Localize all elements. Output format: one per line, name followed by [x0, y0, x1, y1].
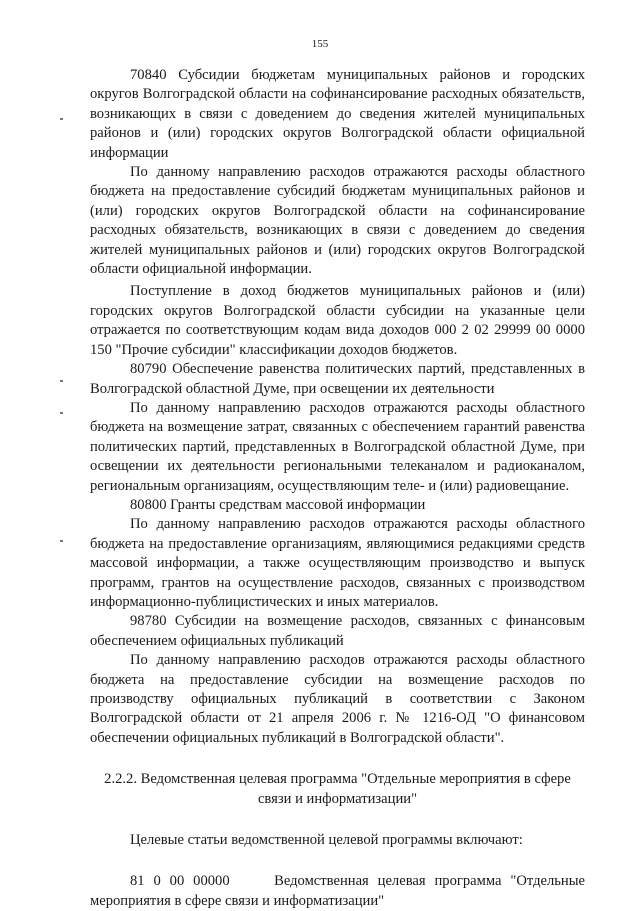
margin-mark — [60, 380, 63, 382]
targets-intro: Целевые статьи ведомственной целевой программы включают: — [130, 832, 523, 849]
section-heading: 2.2.2. Ведомственная целевая программа "Отдельные мероприятия в сфере связи и информатизации" — [104, 771, 571, 807]
margin-mark — [60, 412, 63, 414]
margin-mark — [60, 540, 63, 542]
paragraph-70840-title: 70840 Субсидии бюджетам муниципальных районов и городских округов Волгоградской области на софинансирование расходных обязательств, возникающих в связи с доведением до сведения жителей муниципальных районов и (или) городских округов Волгоградской области официальной информации — [90, 67, 585, 161]
paragraph-70840-revenue: Поступление в доход бюджетов муниципальных районов и (или) городских округов Волгоградской области субсидии на указанные цели отражается по соответствующим кодам вида доходов 000 2 02 29999 00 0000 150 "Прочие субсидии" классификации доходов бюджетов. — [90, 283, 585, 358]
paragraph-80790-title: 80790 Обеспечение равенства политических партий, представленных в Волгоградской областной Думе, при освещении их деятельности — [90, 361, 585, 397]
program-line: 81 0 00 00000 Ведомственная целевая программа "Отдельные мероприятия в сфере связи и информатизации" — [90, 873, 589, 909]
margin-marks — [60, 0, 70, 905]
paragraph-80800-title: 80800 Гранты средствам массовой информации — [130, 496, 426, 513]
paragraph-70840-description: По данному направлению расходов отражаются расходы областного бюджета на предоставление субсидий бюджетам муниципальных районов и (или) городских округов Волгоградской области на софинансирование расходных обязательств, возникающих в связи с доведением до сведения жителей муниципальных районов и (или) городских округов Волгоградской области официальной информации. — [90, 164, 585, 278]
paragraph-98780-title: 98780 Субсидии на возмещение расходов, связанных с финансовым обеспечением официальных публикаций — [90, 613, 585, 649]
paragraph-98780-description: По данному направлению расходов отражаются расходы областного бюджета на предоставление субсидии на возмещение расходов по производству официальных публикаций в соответствии с Законом Волгоградской области от 21 апреля 2006 г. № 1216-ОД "О финансовом обеспечении официальных публикаций в Волгоградской области". — [90, 652, 585, 746]
paragraph-80800-description: По данному направлению расходов отражаются расходы областного бюджета на предоставление организациям, являющимися редакциями средств массовой информации, а также осуществляющим производство и выпуск программ, грантов на осуществление расходов, связанных с производством информационно-публицистических и иных материалов. — [90, 516, 585, 610]
paragraph-80790-description: По данному направлению расходов отражаются расходы областного бюджета на возмещение затрат, связанных с обеспечением гарантий равенства политических партий, представленных в Волгоградской областной Думе, при освещении их деятельности региональными телеканалом и радиоканалом, региональным организациям, осуществляющим теле- и (или) радиовещание. — [90, 399, 585, 494]
margin-mark — [60, 118, 63, 120]
page-number: 155 — [311, 38, 329, 50]
document-body — [90, 66, 589, 911]
